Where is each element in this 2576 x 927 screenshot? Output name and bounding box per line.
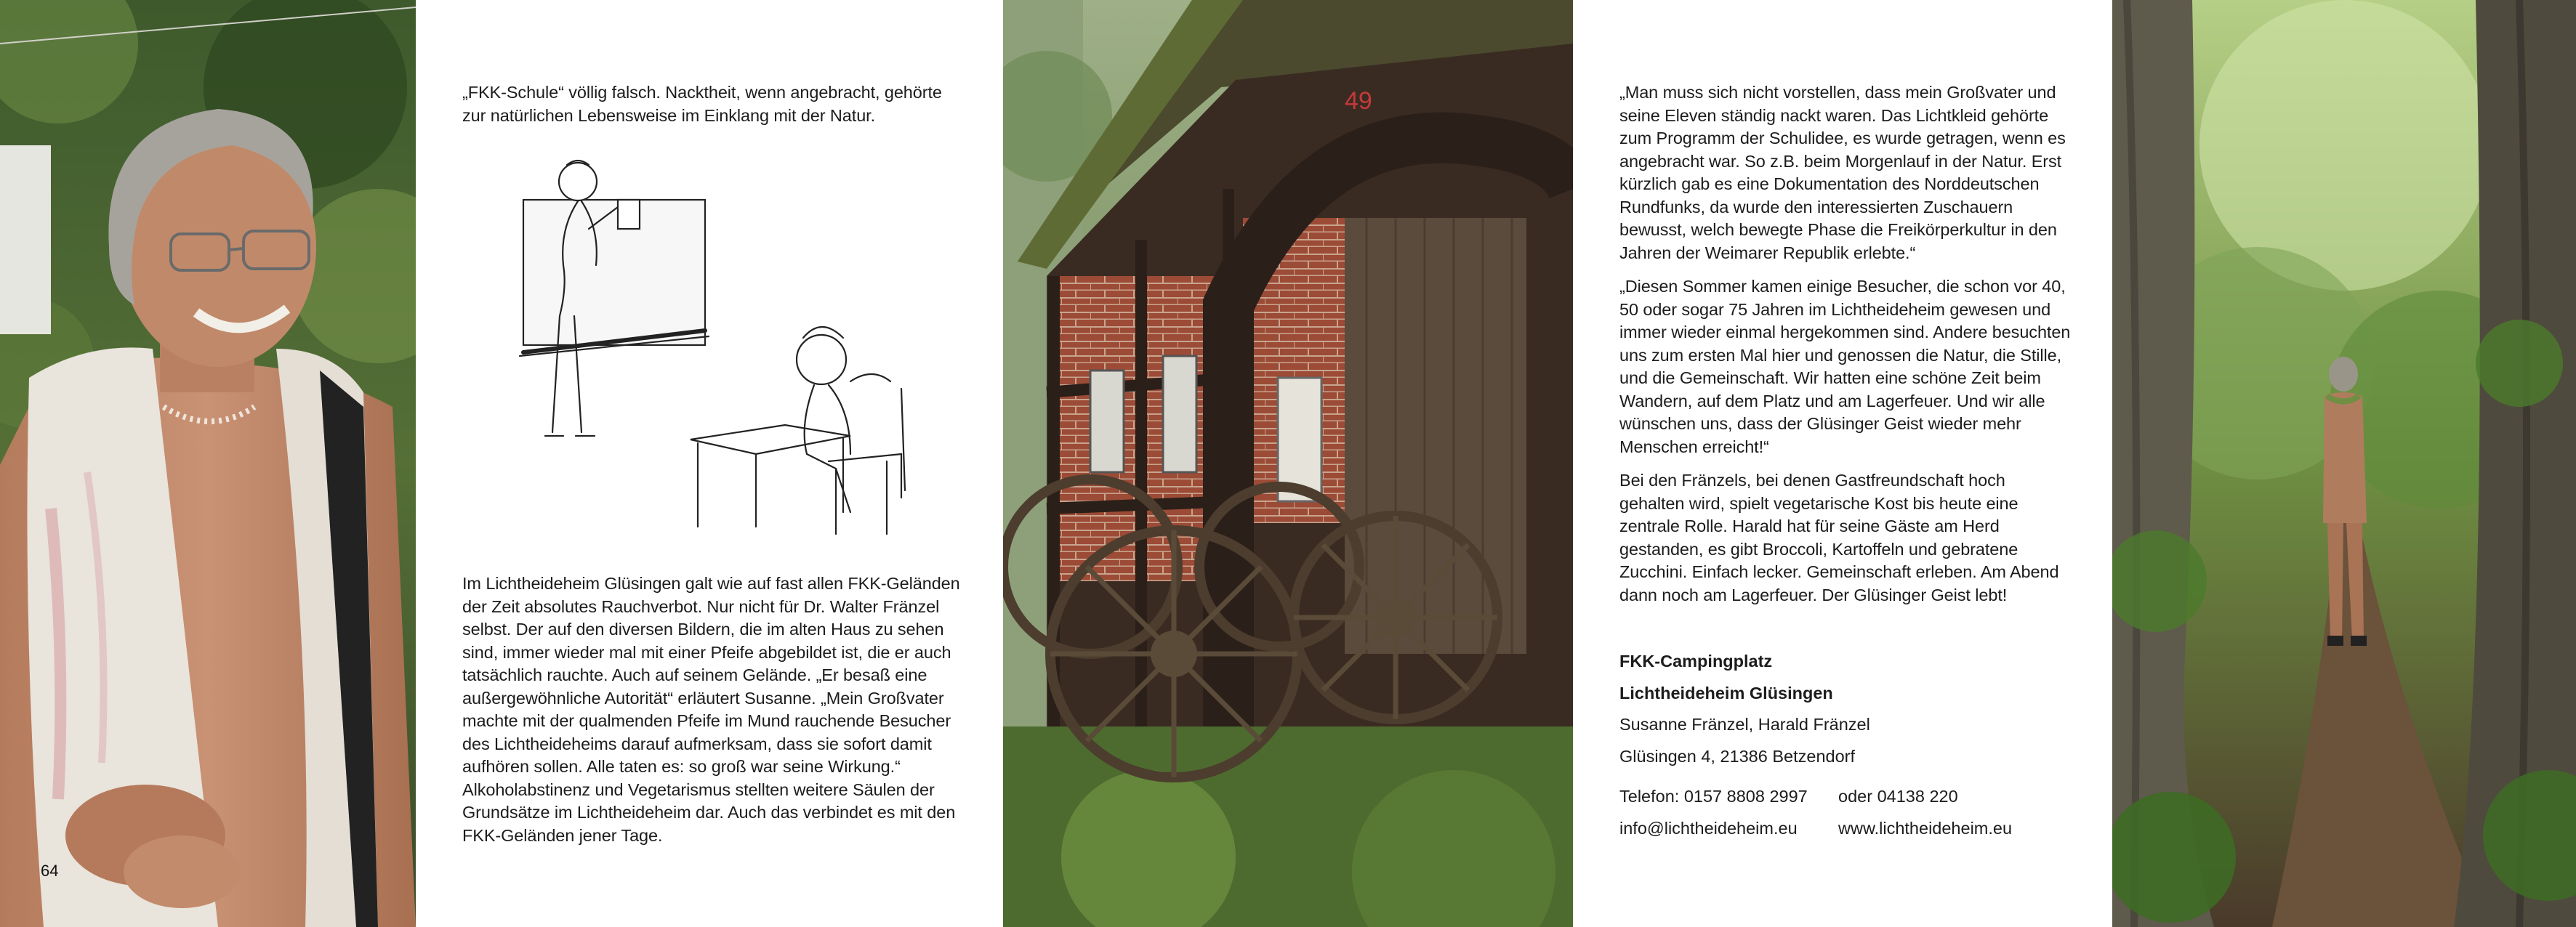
contact-phone-row — [1619, 785, 2099, 809]
body-paragraph-3: Bei den Fränzels, bei denen Gastfreundschaft hoch gehalten wird, spielt vegetarische Kost bis heute eine zentrale Rolle. Harald hat für seine Gäste am Herd gestanden, es gibt Broccoli, Kartoffeln und gebratene Zucchini. Einfach lecker. Gemeinschaft erleben. Am Abend dann noch am Lagerfeuer. Der Glüsinger Geist lebt! — [1619, 471, 2059, 604]
contact-block — [1619, 650, 2099, 840]
classroom-illustration — [509, 149, 930, 545]
portrait-photo — [0, 0, 416, 927]
forest-photo — [2112, 0, 2576, 927]
right-text-column — [1619, 81, 2074, 618]
contact-address: Glüsingen 4, 21386 Betzendorf — [1619, 746, 1856, 766]
contact-phone-alt: oder 04138 220 — [1838, 787, 1958, 806]
contact-names: Susanne Fränzel, Harald Fränzel — [1619, 715, 1870, 734]
contact-heading-1: FKK-Campingplatz — [1619, 652, 1773, 671]
page-number: 64 — [41, 862, 59, 880]
svg-text:49: 49 — [1345, 87, 1372, 115]
quote-paragraph-1: „Man muss sich nicht vorstellen, dass mein Großvater und seine Eleven ständig nackt waren. Das Lichtkleid gehörte zum Programm der Schulidee, es wurde getragen, wenn es angebracht war. So z.B. beim Morgenlauf in der Natur. Erst kürzlich gab es eine Dokumentation des Norddeutschen Rundfunks, da wurde den interessierten Zuschauern bewusst, welch bewegte Phase die Freikörperkultur in den Jahren der Weimarer Republik erlebte.“ — [1619, 83, 2066, 262]
contact-website[interactable]: www.lichtheideheim.eu — [1838, 818, 2013, 838]
paragraph: „FKK-Schule“ völlig falsch. Nacktheit, wenn angebracht, gehörte zur natürlichen Lebensweise im Einklang mit der Natur. — [462, 83, 942, 125]
barn-photo — [1003, 0, 1573, 927]
contact-web-row — [1619, 817, 2099, 841]
paragraph: Im Lichtheideheim Glüsingen galt wie auf fast allen FKK-Geländen der Zeit absolutes Rauchverbot. Nur nicht für Dr. Walter Fränzel selbst. Der auf den diversen Bildern, die im alten Haus zu sehen sind, immer wieder mal mit einer Pfeife abgebildet ist, die er auch tatsächlich rauchte. Auch auf seinem Gelände. „Er besaß eine außergewöhnliche Autorität“ erläutert Susanne. „Mein Großvater machte mit der qualmenden Pfeife im Mund rauchende Besucher des Lichtheideheims darauf aufmerksam, dass sie sofort damit aufhören sollen. Alle taten es: so groß war seine Wirkung.“ Alkoholabstinenz und Vegetarismus stellten weitere Säulen der Grundsätze im Lichtheideheim dar. Auch das verbindet es mit den FKK-Geländen jener Tage. — [462, 574, 960, 845]
contact-heading-2: Lichtheideheim Glüsingen — [1619, 683, 1833, 703]
left-top-paragraph — [462, 81, 964, 127]
contact-email[interactable]: info@lichtheideheim.eu — [1619, 818, 1798, 838]
left-bottom-paragraph — [462, 572, 964, 847]
contact-phone: Telefon: 0157 8808 2997 — [1619, 787, 1808, 806]
quote-paragraph-2: „Diesen Sommer kamen einige Besucher, die schon vor 40, 50 oder sogar 75 Jahren im Lichtheideheim gewesen und immer wieder einmal hergekommen sind. Andere besuchten uns zum ersten Mal hier und genossen die Natur, die Stille, und die Gemeinschaft. Wir hatten eine schöne Zeit beim Wandern, auf dem Platz und am Lagerfeuer. Und wir alle wünschen uns, dass der Glüsinger Geist wieder mehr Menschen erreicht!“ — [1619, 277, 2071, 456]
